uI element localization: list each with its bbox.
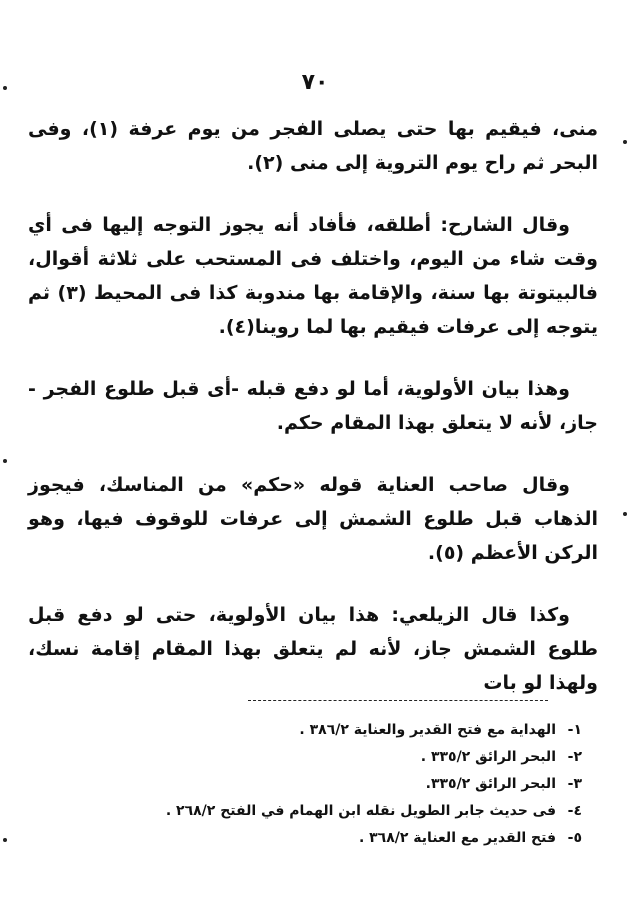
footnote-text: فى حديث جابر الطويل نقله ابن الهمام في الفتح ٢٦٨/٢ . — [165, 803, 556, 819]
scan-edge-mark — [623, 512, 627, 516]
footnote-number: ٣- — [567, 776, 582, 792]
footnote-3 — [40, 776, 582, 803]
page-number: ٧٠ — [301, 70, 329, 95]
footnote-2 — [40, 749, 582, 776]
footnote-text: البحر الرائق ٣٣٥/٢ . — [420, 749, 556, 765]
scan-edge-mark — [3, 86, 7, 90]
scan-edge-mark — [3, 459, 7, 463]
footnote-number: ٤- — [567, 803, 582, 819]
footnote-5 — [40, 830, 582, 857]
footnote-separator — [248, 700, 548, 701]
footnote-number: ٥- — [567, 830, 582, 846]
paragraph-5: وكذا قال الزيلعي: هذا بيان الأولوية، حتى لو دفع قبل طلوع الشمش جاز، لأنه لم يتعلق بهذا المقام إقامة نسك، ولهذا لو بات — [28, 604, 598, 694]
paragraph-1: منى، فيقيم بها حتى يصلى الفجر من يوم عرفة (١)، وفى البحر ثم راح يوم التروية إلى منى (٢). — [28, 118, 599, 174]
footnote-number: ٢- — [567, 749, 582, 765]
footnote-1 — [40, 722, 582, 749]
footnote-text: فتح القدير مع العناية ٣٦٨/٢ . — [358, 830, 556, 846]
footnote-text: البحر الرائق ٣٣٥/٢. — [425, 776, 556, 792]
paragraph-3: وهذا بيان الأولوية، أما لو دفع قبله -أى قبل طلوع الفجر - جاز، لأنه لا يتعلق بهذا المقام حكم. — [28, 378, 598, 434]
footnote-number: ١- — [567, 722, 582, 738]
paragraph-4: وقال صاحب العناية قوله «حكم» من المناسك، فيجوز الذهاب قبل طلوع الشمش إلى عرفات للوقوف فيها، وهو الركن الأعظم (٥). — [28, 474, 598, 564]
footnote-4 — [40, 803, 582, 830]
footnote-text: الهداية مع فتح القدير والعناية ٣٨٦/٢ . — [299, 722, 556, 738]
paragraph-2: وقال الشارح: أطلقه، فأفاد أنه يجوز التوجه إليها فى أي وقت شاء من اليوم، واختلف فى المستحب على ثلاثة أقوال، فالبيتوتة بها سنة، والإقامة بها مندوبة كذا فى المحيط (٣) ثم يتوجه إلى عرفات فيقيم بها لما روينا(٤). — [28, 214, 598, 338]
scan-edge-mark — [623, 140, 627, 144]
scan-edge-mark — [3, 838, 7, 842]
footnotes-list — [40, 722, 582, 857]
body-text — [28, 112, 598, 728]
